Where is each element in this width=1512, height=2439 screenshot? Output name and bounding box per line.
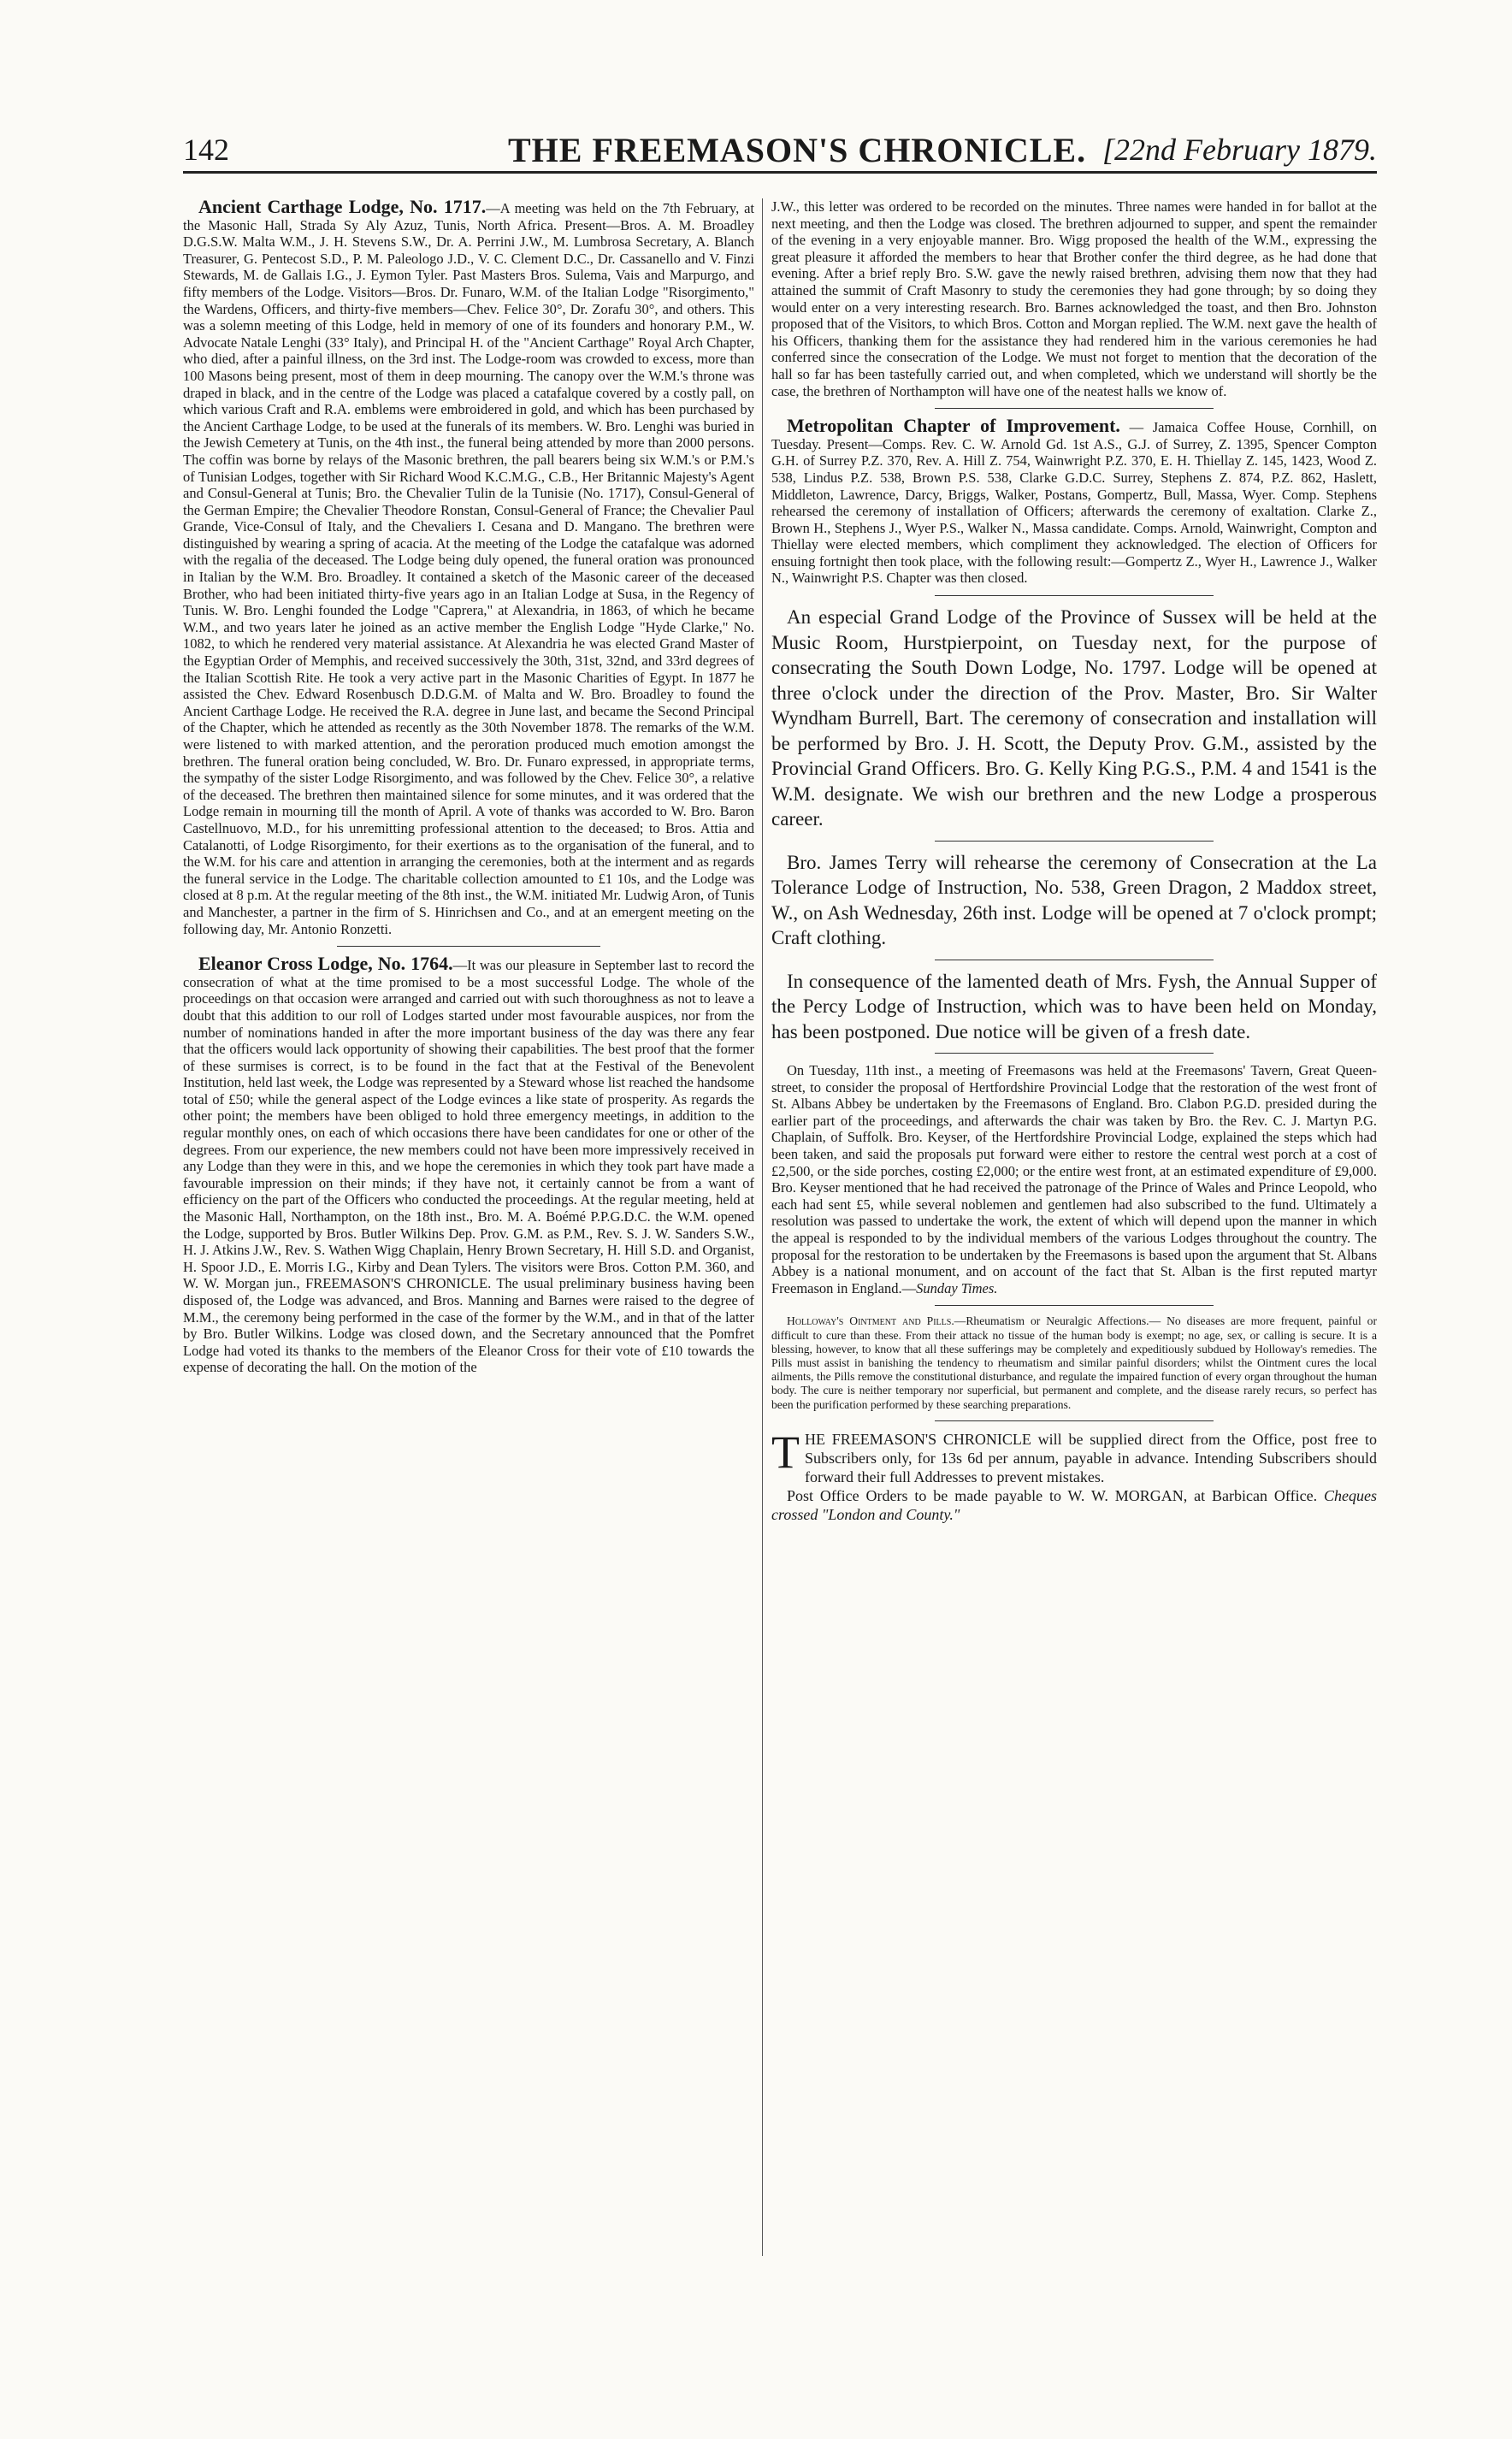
- right-column: [771, 198, 1377, 2256]
- advert-holloway: [771, 1314, 1377, 1411]
- section-rule: [935, 595, 1214, 596]
- page-number: 142: [183, 133, 229, 167]
- notice-postal-text: Post Office Orders to be made payable to W. W. MORGAN, at Barbican Office.: [787, 1486, 1318, 1504]
- notice-terry-consecration: Bro. James Terry will rehearse the ceremony of Consecration at the La Tolerance Lodge of Instruction, No. 538, Green Dragon, 2 Maddox street, W., on Ash Wednesday, 26th inst. Lodge will be opened at 7 o'clock prompt; Craft clothing.: [771, 851, 1377, 949]
- notice-fysh-postponed: In consequence of the lamented death of Mrs. Fysh, the Annual Supper of the Percy Lodge of Instruction, which was to have been held on Monday, has been postponed. Due notice will be given of a fresh date.: [771, 970, 1377, 1042]
- section-rule: [935, 1305, 1214, 1306]
- notice-subscription-text: HE FREEMASON'S CHRONICLE will be supplied direct from the Office, post free to Subscribers only, for 13s 6d per annum, payable in advance. Intending Subscribers should forward their full Addresses to prevent mistakes.: [805, 1430, 1377, 1485]
- article-carthage-lodge: [183, 198, 754, 937]
- section-rule: [935, 1053, 1214, 1054]
- article-st-albans-abbey: [771, 1062, 1377, 1296]
- article-metropolitan-chapter: [771, 417, 1377, 587]
- section-rule: [337, 946, 599, 947]
- body-carthage-lodge: —A meeting was held on the 7th February, at the Masonic Hall, Strada Sy Aly Azuz, Tunis, North Africa. Present—Bros. A. M. Broadley D.G.S.W. Malta W.M., J. H. Stevens S.W., Dr. A. Perrini J.W., M. Lumbrosa Secretary, A. Blanch Treasurer, G. Pentecost S.D., P. M. Paleologo J.D., V. C. Clement D.C., Dr. Cassanello and V. Finzi Stewards, M. de Gallais I.G., J. Eymon Tyler. Past Masters Bros. Sulema, Vais and Marpurgo, and fifty members of the Lodge. Visitors—Bros. Dr. Funaro, W.M. of the Italian Lodge "Risorgimento," the Wardens, Officers, and thirty-five members—Chev. Felice 30°, Dr. Zorafu 30°, and others. This was a solemn meeting of this Lodge, held in memory of one of its founders and honorary P.M., W. Advocate Natale Lenghi (33° Italy), and Principal H. of the "Ancient Carthage" Royal Arch Chapter, who died, after a painful illness, on the 3rd inst. The Lodge-room was crowded to excess, more than 100 Masons being present, most of them in deep mourning. The canopy over the W.M.'s throne was draped in black, and in the centre of the Lodge was placed a catafalque covered by a costly pall, on which various Craft and R.A. emblems were embroidered in gold, and which has been purchased by the Ancient Carthage Lodge, to be used at the funerals of its members. W. Bro. Lenghi was buried in the Jewish Cemetery at Tunis, on the 4th inst., the funeral being attended by more than 2000 persons. The coffin was borne by relays of the Masonic brethren, the pall bearers being six W.M.'s or P.M.'s of Tunisian Lodges, together with Sir Richard Wood K.C.M.G., C.B., Her Britannic Majesty's Agent and Consul-General at Tunis; Bro. the Chevalier Tulin de la Tunisie (No. 1717), Consul-General of the German Empire; the Chevalier Theodore Ronstan, Consul-General of France; the Chevalier Paul Grande, Vice-Consul of Italy, and the Chevaliers I. Cesana and D. Mangano. The brethren were distinguished by wearing a spring of acacia. At the meeting of the Lodge the catafalque was adorned with the regalia of the deceased. The Lodge being duly opened, the funeral oration was pronounced in Italian by the W.M. Bro. Broadley. It contained a sketch of the Masonic career of the deceased Brother, who had been initiated thirty-five years ago in an Italian Lodge at Susa, in the Regency of Tunis. W. Bro. Lenghi founded the Lodge "Caprera," at Alexandria, in 1863, of which he became W.M., and two years later he joined as an active member the English Lodge "Hyde Clarke," No. 1082, to which he rendered very material assistance. At Alexandria he was elected Grand Master of the Egyptian Order of Memphis, and received successively the 30th, 31st, 32nd, and 33rd degrees of the Italian Scottish Rite. He took a very active part in the Masonic Charities of Egypt. In 1877 he assisted the Chev. Edward Rosenbusch D.D.G.M. of Malta and W. Bro. Broadley to found the Ancient Carthage Lodge. He received the R.A. degree in June last, and became the Second Principal of the Chapter, which he attended as recently as the 30th November 1878. The remarks of the W.M. were listened to with marked attention, and the peroration produced much emotion amongst the brethren. The funeral oration being concluded, W. Bro. Dr. Funaro expressed, in appropriate terms, the sympathy of the sister Lodge Risorgimento, and was followed by the Chev. Felice 30°, a relative of the deceased. The brethren then maintained silence for some minutes, and it was ordered that the Lodge remain in mourning till the month of April. A vote of thanks was accorded to W. Bro. Baron Castellnuovo, M.D., for his unremitting professional attention to the deceased; to Bros. Attia and Catalanotti, of Lodge Risorgimento, for their exertions as to the organisation of the funeral, and to the W.M. for his care and attention in arranging the ceremonies, both at the interment and as regards the funeral service in the Lodge. The charitable collection amounted to £1 10s, and the Lodge was closed at 8 p.m. At the regular meeting of the 8th inst., the W.M. initiated Mr. Ludwig Aron, of Tunis and Manchester, a partner in the firm of S. Hinrichsen and Co., and at an emergent meeting on the following day, Mr. Antonio Ronzetti.: [183, 200, 754, 937]
- notice-sussex-grand-lodge: An especial Grand Lodge of the Province of Sussex will be held at the Music Room, Hurstpierpoint, on Tuesday next, for the purpose of consecrating the South Down Lodge, No. 1797. Lodge will be opened at three o'clock under the direction of the Prov. Master, Bro. Sir Walter Wyndham Burrell, Bart. The ceremony of consecration and installation will be performed by Bro. J. H. Scott, the Deputy Prov. G.M., assisted by the Provincial Grand Officers. Bro. G. Kelly King P.G.S., P.M. 4 and 1541 is the W.M. designate. We wish our brethren and the new Lodge a prosperous career.: [771, 606, 1377, 830]
- body-st-albans-abbey: On Tuesday, 11th inst., a meeting of Freemasons was held at the Freemasons' Tavern, Great Queen-street, to consider the proposal of Hertfordshire Provincial Lodge that the restoration of the west front of St. Albans Abbey be undertaken by the Freemasons of England. Bro. Clabon P.G.D. presided during the earlier part of the proceedings, and afterwards the chair was taken by Bro. the Rev. C. J. Martyn P.G. Chaplain, of Suffolk. Bro. Keyser, of the Hertfordshire Provincial Lodge, explained the steps which had been taken, and said the proposals put forward were either to restore the central west porch at a cost of £2,500, or the side porches, costing £2,000; or the entire west front, at an estimated expenditure of £9,000. Bro. Keyser mentioned that he had received the patronage of the Prince of Wales and Prince Leopold, who each had sent £5, while several noblemen and gentlemen had also subscribed to the fund. Ultimately a resolution was passed to undertake the work, the extent of which will depend upon the manner in which the appeal is responded to by the individual members of the various Lodges throughout the country. The proposal for the restoration to be undertaken by the Freemasons is based upon the argument that St. Albans Abbey is a national monument, and on account of the fact that St. Alban is the first reputed martyr Freemason in England.—: [771, 1062, 1377, 1296]
- body-metropolitan-chapter: — Jamaica Coffee House, Cornhill, on Tuesday. Present—Comps. Rev. C. W. Arnold Gd. 1st A.S., G.J. of Surrey, Z. 1395, Spencer Compton G.H. of Surrey P.Z. 370, Rev. A. Hill Z. 754, Wainwright P.Z. 370, E. H. Thiellay Z. 145, 1423, Wood Z. 538, Lindus P.Z. 538, Brown P.S. 538, Clarke G.D.C. Surrey, Stephens Z. 874, P.Z. 862, Haslett, Middleton, Lawrence, Darcy, Briggs, Walker, Postans, Gompertz, Bull, Massa, Wyer. Comp. Stephens rehearsed the ceremony of installation of Officers; afterwards the ceremony of exaltation. Clarke Z., Brown H., Stephens J., Wyer P.S., Walker N., Massa candidate. Comps. Arnold, Wainwright, Compton and Thiellay were elected members, which compliment they acknowledged. The election of Officers for ensuing fortnight then took place, with the following result:—Gompertz Z., Wyer H., Lawrence J., Walker N., Wainwright P.S. Chapter was then closed.: [771, 419, 1377, 587]
- heading-eleanor-cross: Eleanor Cross Lodge, No. 1764.: [198, 953, 453, 975]
- section-rule: [935, 1420, 1214, 1421]
- heading-holloway: Holloway's Ointment and Pills.: [787, 1314, 954, 1328]
- section-rule: [935, 408, 1214, 409]
- eleanor-continuation: J.W., this letter was ordered to be recorded on the minutes. Three names were handed in for ballot at the next meeting, and then the Lodge was closed. The brethren adjourned to supper, and spent the remainder of the evening in a very enjoyable manner. Bro. Wigg proposed the health of the W.M., expressing the great pleasure it afforded the members to hear that Brother confer the third degree, as he had done that evening. After a brief reply Bro. S.W. gave the newly raised brethren, advising them now that they had attained the summit of Craft Masonry to study the ceremonies they had gone through; by so doing they would enter on a very interesting research. Bro. Barnes acknowledged the toast, and then Bro. Johnston proposed that of the Visitors, to which Bros. Cotton and Morgan replied. The W.M. next gave the health of his Officers, thanking them for the assistance they had rendered him in the various ceremonies he had conferred since the consecration of the Lodge. We must not forget to mention that the decoration of the hall so far has been tastefully carried out, and when completed, which we understand will shortly be the case, the brethren of Northampton will have one of the neatest halls we know of.: [771, 198, 1377, 399]
- column-divider: [762, 198, 763, 2256]
- article-eleanor-cross: [183, 955, 754, 1376]
- masthead: [183, 127, 1377, 174]
- heading-metropolitan-chapter: Metropolitan Chapter of Improvement.: [787, 415, 1120, 437]
- left-column: [183, 198, 754, 2256]
- drop-cap: T: [771, 1426, 800, 1478]
- subscription-notice: [771, 1426, 1377, 1524]
- notice-cheques-text: Cheques crossed "London and County.": [771, 1486, 1377, 1523]
- source-sunday-times: Sunday Times.: [916, 1279, 998, 1296]
- heading-carthage-lodge: Ancient Carthage Lodge, No. 1717.: [198, 198, 487, 217]
- body-holloway: —Rheumatism or Neuralgic Affections.— No diseases are more frequent, painful or difficult to cure than these. From their attack no tissue of the human body is exempt; no age, sex, or calling is secure. It is a blessing, however, to know that all these sufferings may be completely and expeditiously subdued by Holloway's remedies. The Pills must assist in banishing the tendency to rheumatism and similar painful disorders; whilst the Ointment cures the local ailments, the Pills remove the constitutional disturbance, and regulate the impaired function of every organ throughout the human body. The cure is neither temporary nor superficial, but permanent and complete, and the disease rarely recurs, so perfect has been the purification performed by these searching preparations.: [771, 1314, 1377, 1411]
- notice-postal-orders: [771, 1486, 1377, 1524]
- body-eleanor-cross: —It was our pleasure in September last to record the consecration of what at the time promised to be a most successful Lodge. The whole of the proceedings on that occasion were arranged and carried out with such thoroughness as not to leave a doubt that this addition to our roll of Lodges started under most favourable auspices, nor from the number of nominations handed in after the more important business of the day was there any fear that the officers would lack opportunity of showing their capabilities. The best proof that the former of these surmises is correct, is to be found in the fact that at the Festival of the Benevolent Institution, held last week, the Lodge was represented by a Steward whose list reached the handsome total of £50; while the general aspect of the Lodge evinces a like state of prosperity. As regards the other point; the members have been obliged to hold three emergency meetings, in addition to the regular monthly ones, on each of which occasions there have been candidates for one or other of the degrees. From our experience, the new members could not have been more impressively received in any Lodge than they were in this, and we hope the ceremonies in which they took part have made a favourable impression on their minds; if they have not, it certainly cannot be from a want of efficiency on the part of the Officers who conducted the proceedings. At the regular meeting, held at the Masonic Hall, Northampton, on the 18th inst., Bro. M. A. Boémé P.P.G.D.C. the W.M. opened the Lodge, supported by Bros. Butler Wilkins Dep. Prov. G.M. as P.M., Rev. S. J. W. Sanders S.W., H. J. Atkins J.W., Rev. S. Wathen Wigg Chaplain, Henry Brown Secretary, H. Hill S.D. and Organist, H. Spoor J.D., E. Morris I.G., Kirby and Dean Tylers. The visitors were Bros. Cotton P.M. 360, and W. W. Morgan jun., FREEMASON'S CHRONICLE. The usual preliminary business having been disposed of, the Lodge was advanced, and Bros. Manning and Barnes were raised to the degree of M.M., the ceremony being performed in the case of the former by the W.M., and in that of the latter by Bro. Butler Wilkins. Lodge was closed down, and the Secretary announced that the Pomfret Lodge had voted its thanks to the members of the Eleanor Cross for their vote of £10 towards the expense of decorating the hall. On the motion of the: [183, 957, 754, 1376]
- section-rule: [935, 841, 1214, 842]
- issue-date: [22nd February 1879.: [1102, 133, 1377, 167]
- newspaper-title: THE FREEMASON'S CHRONICLE.: [508, 131, 1087, 169]
